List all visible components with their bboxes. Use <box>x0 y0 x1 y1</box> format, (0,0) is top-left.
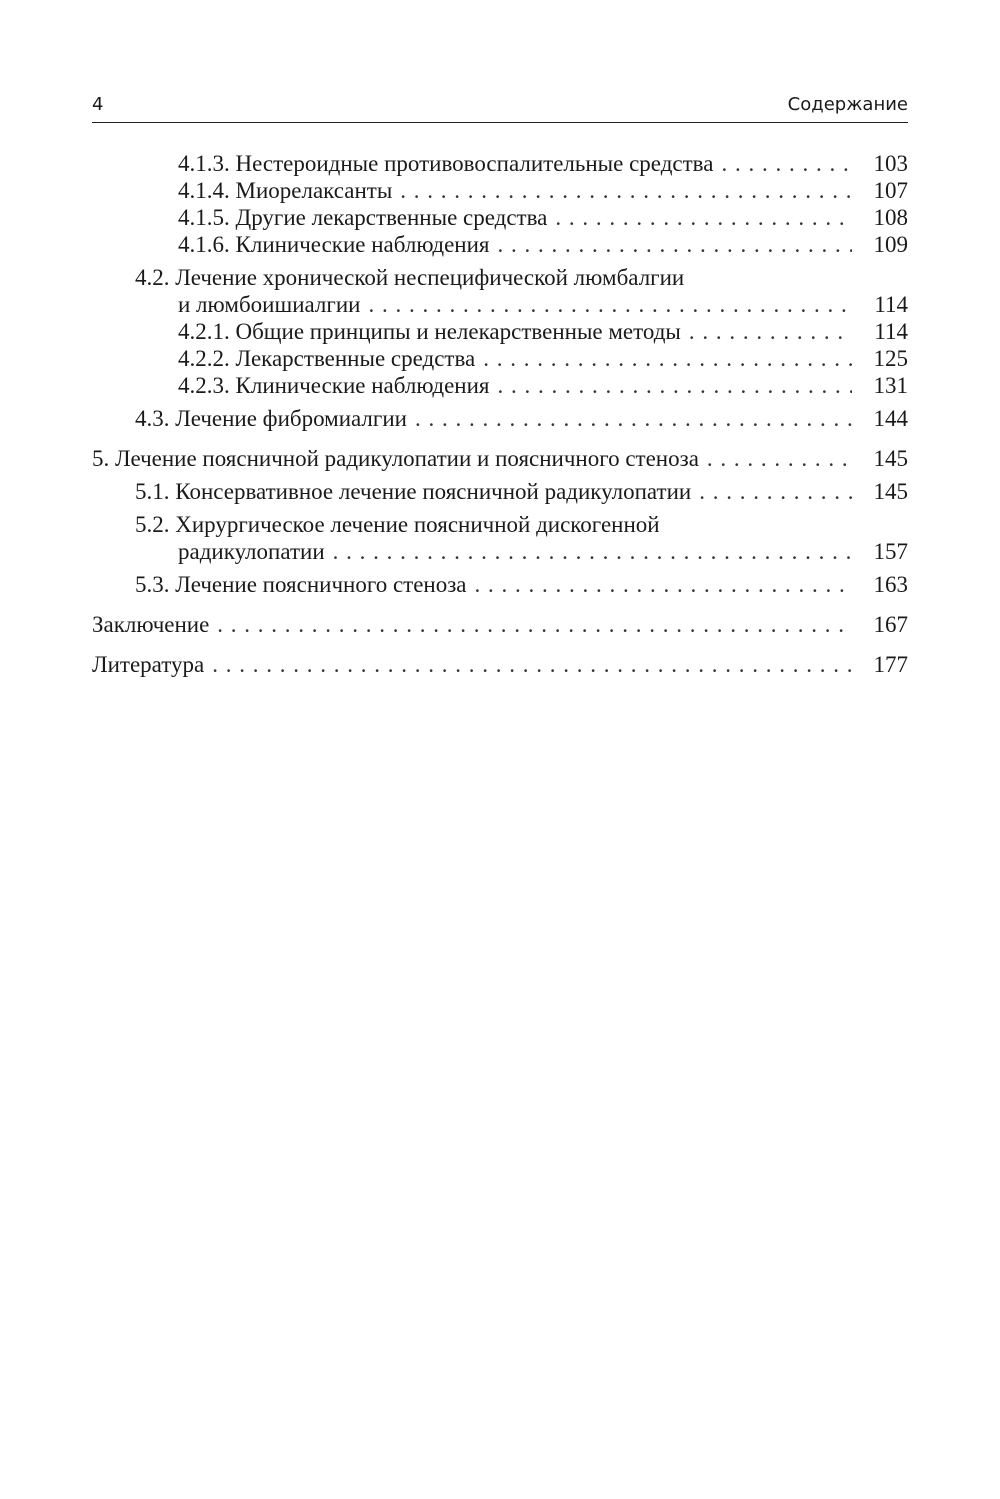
running-header <box>92 92 908 123</box>
toc-entry-5-2[interactable] <box>92 511 908 565</box>
toc-entry-page: 167 <box>852 611 908 638</box>
toc-entry-title: 4.1.5. Другие лекарственные средства <box>178 204 553 231</box>
toc-entry-5[interactable] <box>92 445 908 472</box>
toc-entry-page: 114 <box>852 318 908 345</box>
dot-leader <box>366 291 852 318</box>
table-of-contents <box>92 150 908 678</box>
toc-entry-page: 107 <box>852 177 908 204</box>
running-section-title: Содержание <box>787 94 908 115</box>
page-number: 4 <box>92 94 104 115</box>
toc-entry-title: 4.3. Лечение фибромиалгии <box>135 405 413 432</box>
toc-entry-4-2[interactable] <box>92 264 908 318</box>
dot-leader <box>473 571 852 598</box>
toc-entry-conclusion[interactable] <box>92 611 908 638</box>
toc-entry-title-line1: 5.2. Хирургическое лечение поясничной дискогенной <box>135 512 660 537</box>
toc-entry-title: 5.3. Лечение поясничного стеноза <box>135 571 473 598</box>
toc-entry-title: 4.2.1. Общие принципы и нелекарственные методы <box>178 318 687 345</box>
toc-entry-title: 4.2.3. Клинические наблюдения <box>178 372 496 399</box>
dot-leader <box>496 231 853 258</box>
toc-entry-page: 125 <box>852 345 908 372</box>
dot-leader <box>553 204 852 231</box>
toc-entry-page: 103 <box>852 150 908 177</box>
toc-entry-title: 4.1.4. Миорелаксанты <box>178 177 398 204</box>
toc-entry-5-3[interactable] <box>92 571 908 598</box>
toc-entry-title-line2: и люмбоишиалгии <box>178 291 366 318</box>
toc-entry-title-line1: 4.2. Лечение хронической неспецифической люмбалгии <box>135 265 685 290</box>
dot-leader <box>210 651 852 678</box>
dot-leader <box>481 345 852 372</box>
dot-leader <box>687 318 852 345</box>
toc-entry-page: 177 <box>852 651 908 678</box>
dot-leader <box>719 150 852 177</box>
dot-leader <box>705 445 852 472</box>
toc-entry-page: 163 <box>852 571 908 598</box>
dot-leader <box>413 405 852 432</box>
toc-entry-title: Литература <box>92 651 210 678</box>
toc-entry-4-3[interactable] <box>92 405 908 432</box>
dot-leader <box>331 538 852 565</box>
toc-entry-4-2-3[interactable] <box>92 372 908 399</box>
toc-entry-page: 114 <box>852 291 908 318</box>
toc-entry-4-1-3[interactable] <box>92 150 908 177</box>
toc-entry-page: 145 <box>852 445 908 472</box>
toc-entry-4-1-5[interactable] <box>92 204 908 231</box>
toc-entry-5-1[interactable] <box>92 478 908 505</box>
toc-entry-page: 131 <box>852 372 908 399</box>
toc-entry-title: 4.1.3. Нестероидные противовоспалительные средства <box>178 150 719 177</box>
toc-entry-page: 145 <box>852 478 908 505</box>
dot-leader <box>215 611 852 638</box>
toc-entry-4-2-2[interactable] <box>92 345 908 372</box>
toc-entry-4-1-6[interactable] <box>92 231 908 258</box>
dot-leader <box>697 478 852 505</box>
toc-entry-title-line2: радикулопатии <box>178 538 331 565</box>
toc-entry-4-2-line2 <box>92 291 908 318</box>
toc-entry-page: 108 <box>852 204 908 231</box>
toc-entry-title: 5.1. Консервативное лечение поясничной радикулопатии <box>135 478 697 505</box>
toc-entry-title: 5. Лечение поясничной радикулопатии и поясничного стеноза <box>92 445 705 472</box>
toc-entry-5-2-line2 <box>92 538 908 565</box>
toc-entry-page: 109 <box>852 231 908 258</box>
toc-entry-literature[interactable] <box>92 651 908 678</box>
toc-entry-4-2-1[interactable] <box>92 318 908 345</box>
dot-leader <box>496 372 853 399</box>
toc-entry-page: 144 <box>852 405 908 432</box>
dot-leader <box>398 177 852 204</box>
toc-entry-title: 4.1.6. Клинические наблюдения <box>178 231 496 258</box>
toc-entry-4-1-4[interactable] <box>92 177 908 204</box>
toc-entry-page: 157 <box>852 538 908 565</box>
toc-entry-title: Заключение <box>92 611 215 638</box>
toc-entry-title: 4.2.2. Лекарственные средства <box>178 345 481 372</box>
